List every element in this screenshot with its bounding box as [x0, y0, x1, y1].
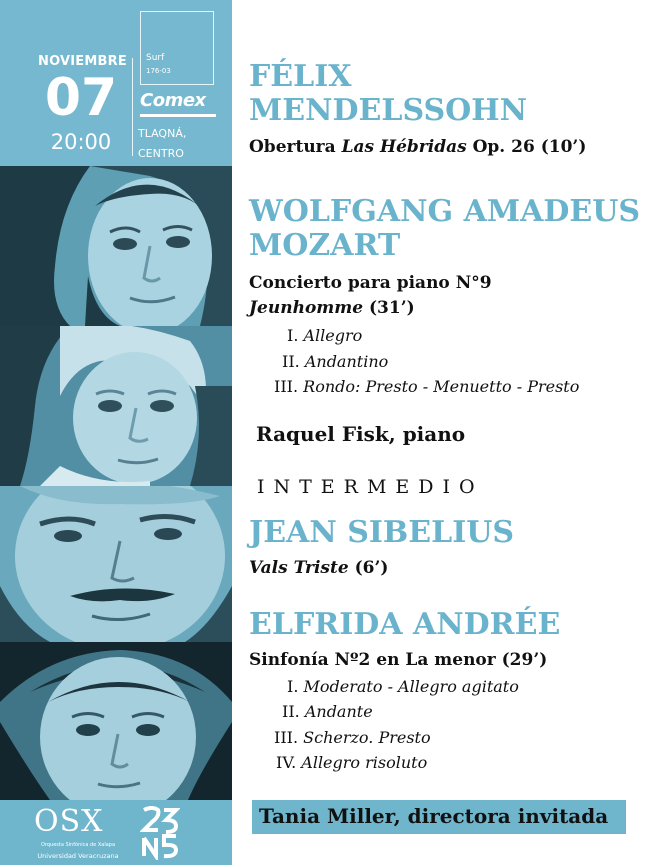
- event-time: 20:00: [50, 130, 112, 154]
- movement-item: II. Andante: [282, 702, 373, 721]
- event-day: 07: [44, 68, 118, 128]
- work-sibelius: [249, 558, 388, 578]
- work-suffix: (6’): [348, 558, 389, 578]
- movement-item: I. Allegro: [287, 326, 363, 345]
- swatch-code: 176-03: [146, 67, 171, 75]
- movement-item: II. Andantino: [282, 352, 389, 371]
- work-title: Jeunhomme: [249, 298, 364, 318]
- soloist: Raquel Fisk, piano: [256, 422, 466, 446]
- left-panel: [0, 0, 232, 865]
- anniversary-logo-icon: [140, 806, 180, 860]
- conductor-banner: [252, 800, 626, 834]
- divider: [132, 58, 133, 156]
- swatch-name: Surf: [146, 53, 165, 63]
- work-andree: Sinfonía Nº2 en La menor (29’): [249, 650, 548, 670]
- osx-logo: OSX: [34, 804, 104, 839]
- portrait-sibelius: [0, 486, 232, 642]
- composer-sibelius: JEAN SIBELIUS: [249, 515, 515, 550]
- sponsor-logo: Comex: [140, 90, 206, 111]
- movement-item: I. Moderato - Allegro agitato: [287, 677, 519, 696]
- osx-logo-subtitle: Orquesta Sinfónica de Xalapa: [40, 842, 116, 848]
- portrait-andree: [0, 642, 232, 800]
- sponsor-underline: [140, 114, 216, 117]
- work-prefix: Obertura: [249, 137, 342, 157]
- composer-andree: ELFRIDA ANDRÉE: [249, 607, 561, 642]
- work-mendelssohn: [249, 137, 586, 157]
- composer-mendelssohn-first: FÉLIX: [249, 59, 352, 94]
- work-title: Vals Triste: [249, 558, 349, 578]
- work-title: Las Hébridas: [341, 137, 467, 157]
- event-info: [0, 0, 232, 166]
- portrait-mozart: [0, 326, 232, 486]
- portrait-mendelssohn: [0, 166, 232, 326]
- footer-logos: [0, 800, 232, 865]
- movement-item: IV. Allegro risoluto: [276, 753, 428, 772]
- conductor-name: Tania Miller, directora invitada: [259, 804, 609, 828]
- work-suffix: (31’): [363, 298, 415, 318]
- composer-mendelssohn-last: MENDELSSOHN: [249, 93, 528, 128]
- work-suffix: Op. 26 (10’): [466, 137, 587, 157]
- work-mozart: Concierto para piano N°9: [249, 273, 492, 293]
- intermission: INTERMEDIO: [257, 476, 484, 498]
- work-mozart-subtitle: [249, 298, 415, 318]
- movement-item: III. Scherzo. Presto: [274, 728, 431, 747]
- venue-line1: TLAQNÁ, CENTRO: [138, 127, 187, 160]
- composer-mozart-first: WOLFGANG AMADEUS: [249, 194, 641, 229]
- university-name: Universidad Veracruzana: [37, 852, 119, 860]
- movement-item: III. Rondo: Presto - Menuetto - Presto: [274, 377, 580, 396]
- event-month: NOVIEMBRE: [38, 54, 127, 69]
- composer-mozart-last: MOZART: [249, 228, 401, 263]
- color-swatch: [140, 11, 214, 85]
